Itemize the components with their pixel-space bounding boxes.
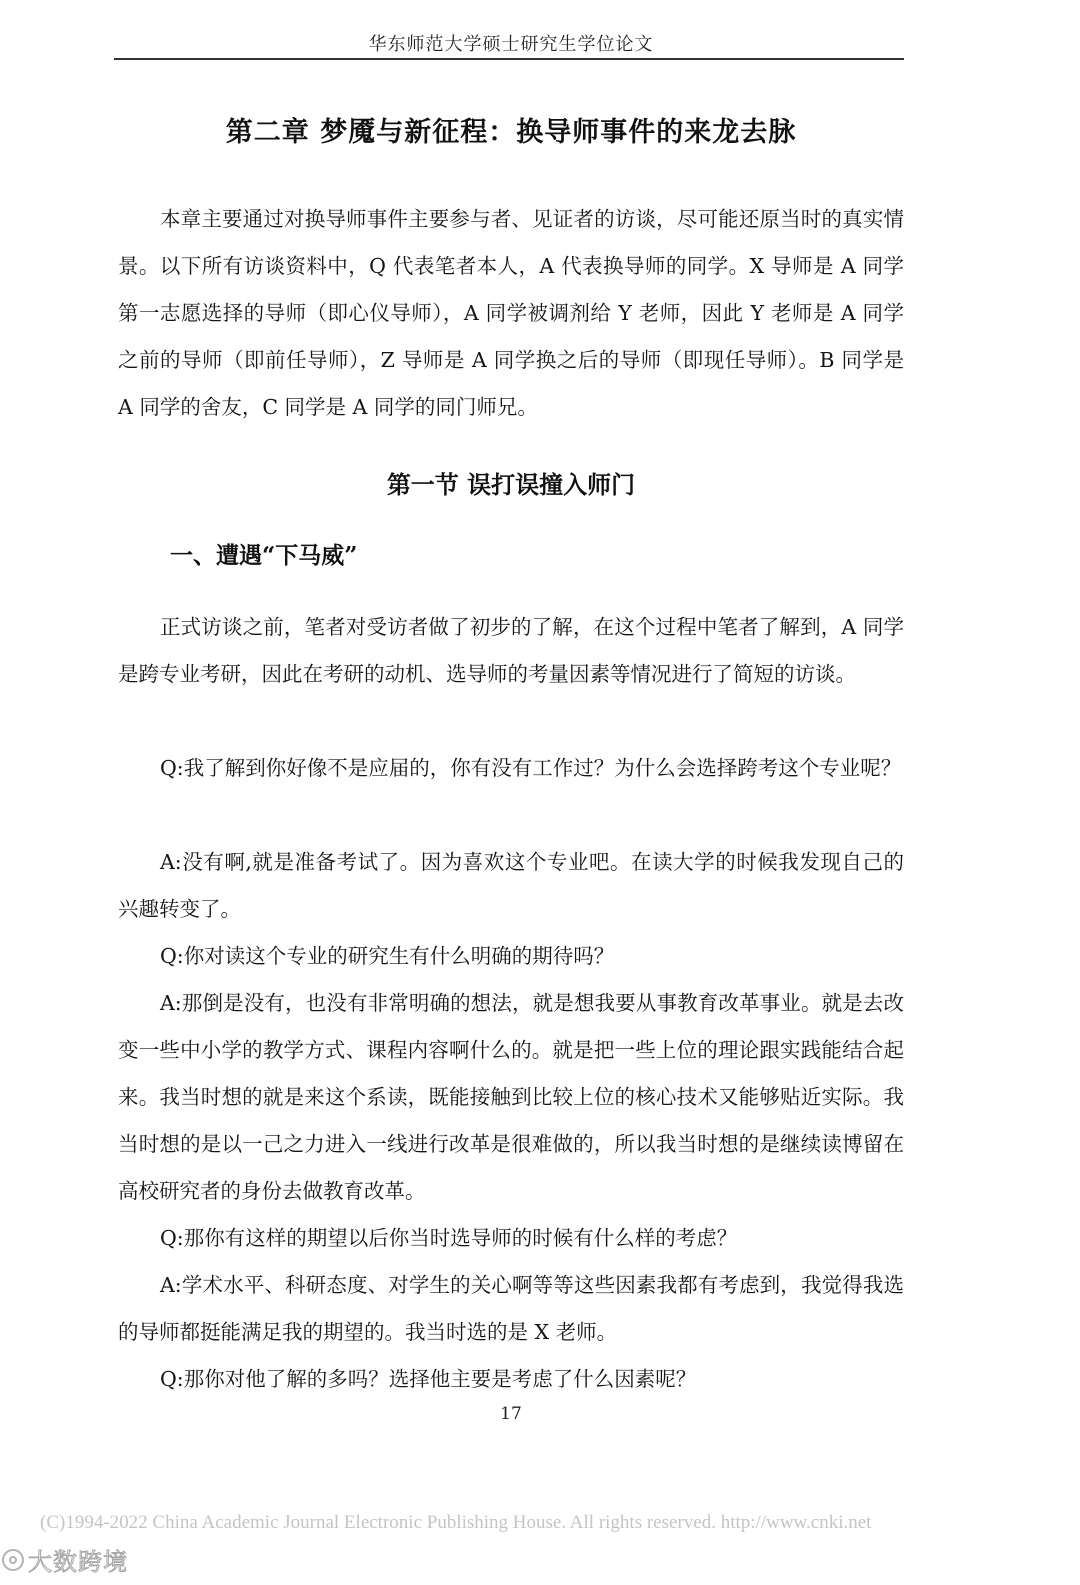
- chapter-title: 第二章 梦魇与新征程：换导师事件的来龙去脉: [225, 117, 797, 148]
- page-number: 17: [500, 1404, 522, 1424]
- watermark-logo: [2, 1542, 128, 1577]
- paragraph-a2: A:那倒是没有，也没有非常明确的想法，就是想我要从事教育改革事业。就是去改变一些中小学的教学方式、课程内容啊什么的。就是把一些上位的理论跟实践能结合起来。我当时想的就是来这个系读，既能接触到比较上位的核心技术又能够贴近实际。我当时想的是以一己之力进入一线进行改革是很难做的，所以我当时想的是继续读博留在高校研究者的身份去做教育改革。: [118, 991, 904, 1203]
- paragraph-q1: Q:我了解到你好像不是应届的，你有没有工作过？为什么会选择跨考这个专业呢？: [160, 756, 902, 780]
- paragraph-q3: Q:那你有这样的期望以后你当时选导师的时候有什么样的考虑？: [160, 1226, 738, 1250]
- chapter-intro-paragraph: 本章主要通过对换导师事件主要参与者、见证者的访谈，尽可能还原当时的真实情景。以下所有访谈资料中，Q 代表笔者本人，A 代表换导师的同学。X 导师是 A 同学第一志愿选择的导师（即心仪导师），A 同学被调剂给 Y 老师，因此 Y 老师是 A 同学之前的导师（即前任导师），Z 导师是 A 同学换之后的导师（即现任导师）。B 同学是 A 同学的舍友，C 同学是 A 同学的同门师兄。: [118, 207, 904, 419]
- section-title: 第一节 误打误撞入师门: [386, 470, 636, 499]
- running-header: 华东师范大学硕士研究生学位论文: [368, 34, 654, 55]
- subsection-title: 一、遭遇“下马威”: [170, 542, 358, 569]
- paragraph-a1: A:没有啊,就是准备考试了。因为喜欢这个专业吧。在读大学的时候我发现自己的兴趣转变了。: [118, 850, 904, 921]
- header-rule: [114, 58, 904, 60]
- paragraph-q2: Q:你对读这个专业的研究生有什么明确的期待吗？: [160, 944, 615, 968]
- paragraph-q4: Q:那你对他了解的多吗？选择他主要是考虑了什么因素呢？: [160, 1367, 697, 1391]
- paragraph-intro: 正式访谈之前，笔者对受访者做了初步的了解，在这个过程中笔者了解到，A 同学是跨专业考研，因此在考研的动机、选导师的考量因素等情况进行了简短的访谈。: [118, 615, 904, 686]
- copyright-notice: (C)1994-2022 China Academic Journal Electronic Publishing House. All rights reserved. http://www.cnki.net: [40, 1512, 872, 1533]
- watermark-text: 大数跨境: [28, 1548, 128, 1576]
- paragraph-a3: A:学术水平、科研态度、对学生的关心啊等等这些因素我都有考虑到，我觉得我选的导师都挺能满足我的期望的。我当时选的是 X 老师。: [118, 1273, 904, 1344]
- watermark-icon: [2, 1549, 24, 1571]
